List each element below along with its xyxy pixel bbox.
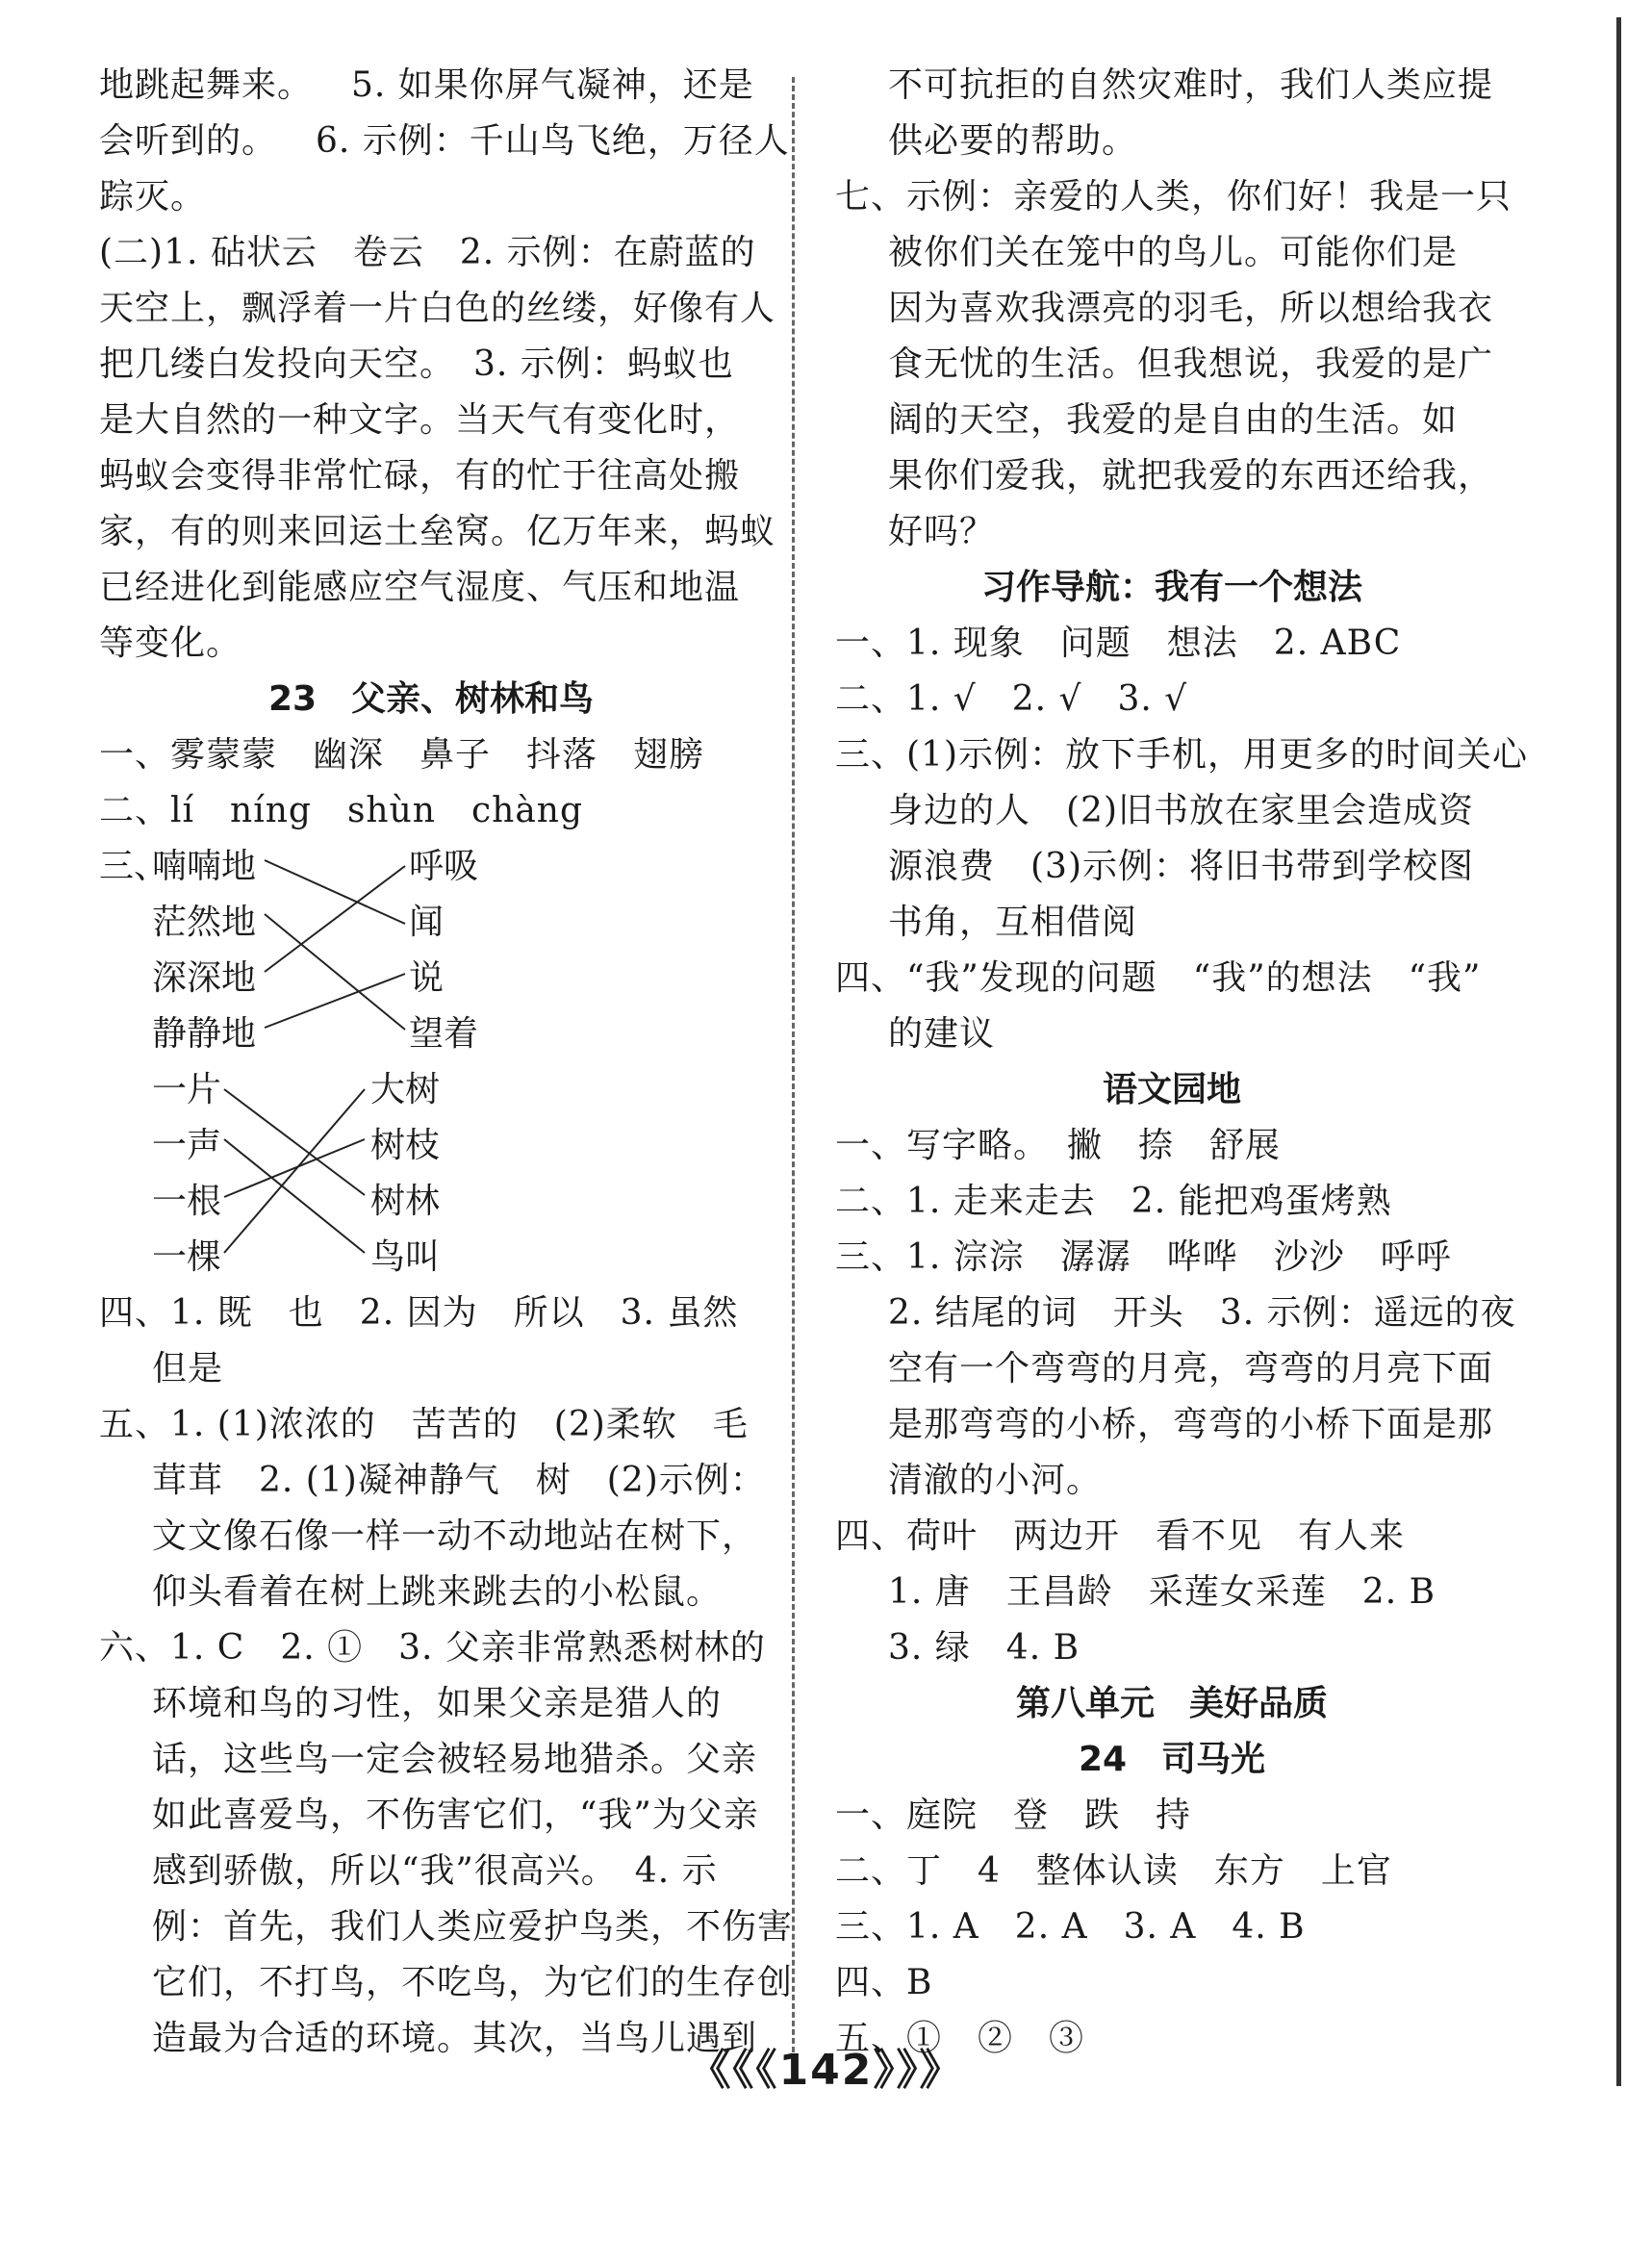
match-line — [224, 1089, 365, 1253]
match-left-item: 茫然地 — [152, 903, 257, 942]
writing-guide-title: 习作导航：我有一个想法 — [980, 568, 1362, 607]
answer-line: 文文像石像一样一动不动地站在树下， — [152, 1516, 758, 1556]
answer-line: 3. 绿 4. B — [888, 1628, 1080, 1668]
answer-line: 2. 结尾的词 开头 3. 示例：遥远的夜 — [888, 1293, 1516, 1333]
answer-line: 食无忧的生活。但我想说，我爱的是广 — [888, 344, 1494, 384]
match-line — [265, 914, 405, 1030]
answer-line: 清澈的小河。 — [888, 1461, 1103, 1500]
answer-line: 供必要的帮助。 — [888, 121, 1138, 161]
answer-line: 五、1. (1)浓浓的 苦苦的 (2)柔软 毛 — [99, 1405, 749, 1444]
answer-line: 但是 — [152, 1349, 224, 1388]
answer-line: 感到骄傲，所以“我”很高兴。 4. 示 — [152, 1851, 718, 1891]
answer-line: 四、“我”发现的问题 “我”的想法 “我” — [835, 958, 1482, 998]
answer-line: 五、① ② ③ — [835, 2019, 1085, 2058]
lesson-24-title: 24 司马光 — [1078, 1740, 1266, 1779]
right-column — [835, 58, 1528, 2067]
match-lines-1 — [99, 839, 763, 1062]
match-left-item: 一根 — [152, 1182, 222, 1221]
match-right-item: 树枝 — [370, 1126, 441, 1165]
match-right-item: 闻 — [409, 903, 445, 942]
answer-line: 二、1. √ 2. √ 3. √ — [835, 679, 1188, 719]
match-right-item: 望着 — [409, 1014, 479, 1054]
answer-line: 被你们关在笼中的鸟儿。可能你们是 — [888, 233, 1459, 272]
answer-line: 等变化。 — [99, 624, 242, 663]
section-label: 三、 — [99, 847, 169, 886]
answer-line: 一、庭院 登 跌 持 — [835, 1796, 1192, 1835]
matching-exercise-2 — [99, 1062, 763, 1286]
page-number-value: 142 — [778, 2046, 874, 2095]
match-line — [265, 860, 405, 924]
answer-line: 阔的天空，我爱的是自由的生活。如 — [888, 400, 1459, 440]
left-column — [99, 58, 794, 2067]
match-left-item: 喃喃地 — [152, 847, 257, 886]
match-right-item: 大树 — [370, 1070, 441, 1109]
match-right-item: 呼吸 — [409, 847, 479, 886]
match-left-item: 一棵 — [152, 1237, 222, 1277]
answer-line: 书角，互相借阅 — [888, 903, 1138, 942]
page-number-decor-left: 《《《 — [688, 2046, 779, 2095]
answer-line: 果你们爱我，就把我爱的东西还给我， — [888, 456, 1494, 496]
answer-line: 它们，不打鸟，不吃鸟，为它们的生存创 — [152, 1963, 794, 2002]
answer-line: 例：首先，我们人类应爱护鸟类，不伤害 — [152, 1907, 794, 1947]
answer-line: 四、1. 既 也 2. 因为 所以 3. 虽然 — [99, 1293, 739, 1333]
column-divider — [792, 77, 795, 2078]
answer-line: 的建议 — [888, 1014, 996, 1054]
matching-exercise-1 — [99, 839, 763, 1062]
answer-line: 身边的人 (2)旧书放在家里会造成资 — [888, 791, 1474, 830]
answer-line: 如此喜爱鸟，不伤害它们，“我”为父亲 — [152, 1796, 759, 1835]
answer-line: 把几缕白发投向天空。 3. 示例：蚂蚁也 — [99, 344, 734, 384]
match-lines-2 — [99, 1062, 763, 1286]
match-right-item: 说 — [409, 958, 445, 998]
match-left-item: 一声 — [152, 1126, 222, 1165]
answer-line: 二、1. 走来走去 2. 能把鸡蛋烤熟 — [835, 1182, 1392, 1221]
match-right-item: 树林 — [370, 1182, 441, 1221]
answer-line: 好吗？ — [888, 512, 996, 551]
answer-line: 七、示例：亲爱的人类，你们好！我是一只 — [835, 177, 1512, 217]
match-left-item: 深深地 — [152, 958, 257, 998]
page-number-decor-right: 》》》 — [873, 2046, 964, 2095]
answer-line: 是那弯弯的小桥，弯弯的小桥下面是那 — [888, 1405, 1494, 1444]
answer-line: 会听到的。 6. 示例：千山鸟飞绝，万径人 — [99, 121, 790, 161]
language-garden-title: 语文园地 — [1102, 1070, 1241, 1109]
answer-line: 一、写字略。 撇 捺 舒展 — [835, 1126, 1282, 1165]
answer-line: 一、1. 现象 问题 想法 2. ABC — [835, 624, 1402, 663]
answer-line: (二)1. 砧状云 卷云 2. 示例：在蔚蓝的 — [99, 233, 756, 272]
match-left-item: 一片 — [152, 1070, 222, 1109]
match-line — [265, 974, 405, 1028]
pinyin-line: 二、lí níng shùn chàng — [99, 791, 584, 830]
match-line — [224, 1139, 365, 1253]
answer-line: 地跳起舞来。 5. 如果你屏气凝神，还是 — [99, 65, 754, 105]
answer-line: 源浪费 (3)示例：将旧书带到学校图 — [888, 847, 1474, 886]
answer-line: 不可抗拒的自然灾难时，我们人类应提 — [888, 65, 1494, 105]
answer-line: 四、B — [835, 1963, 933, 2002]
answer-line: 已经进化到能感应空气湿度、气压和地温 — [99, 568, 741, 607]
answer-line: 空有一个弯弯的月亮，弯弯的月亮下面 — [888, 1349, 1494, 1388]
match-line — [224, 1139, 365, 1197]
answer-line: 是大自然的一种文字。当天气有变化时， — [99, 400, 741, 440]
answer-line: 三、(1)示例：放下手机，用更多的时间关心 — [835, 735, 1528, 775]
answer-line: 踪灭。 — [99, 177, 207, 217]
answer-line: 六、1. C 2. ① 3. 父亲非常熟悉树林的 — [99, 1628, 766, 1668]
match-line — [224, 1089, 365, 1195]
answer-line: 三、1. 淙淙 潺潺 哗哗 沙沙 呼呼 — [835, 1237, 1452, 1277]
answer-line: 1. 唐 王昌龄 采莲女采莲 2. B — [888, 1572, 1436, 1612]
page-number — [0, 2035, 1652, 2097]
answer-line: 环境和鸟的习性，如果父亲是猎人的 — [152, 1684, 723, 1723]
page-edge-bar — [1616, 17, 1621, 2086]
answer-line: 话，这些鸟一定会被轻易地猎杀。父亲 — [152, 1740, 758, 1779]
unit-8-title: 第八单元 美好品质 — [1015, 1684, 1328, 1723]
lesson-23-title: 23 父亲、树林和鸟 — [267, 679, 595, 719]
answer-line: 家，有的则来回运土垒窝。亿万年来，蚂蚁 — [99, 512, 776, 551]
answer-line: 一、雾蒙蒙 幽深 鼻子 抖落 翅膀 — [99, 735, 705, 775]
answer-line: 因为喜欢我漂亮的羽毛，所以想给我衣 — [888, 289, 1494, 328]
answer-line: 造最为合适的环境。其次，当鸟儿遇到 — [152, 2019, 758, 2058]
match-line — [265, 866, 405, 972]
answer-line: 蚂蚁会变得非常忙碌，有的忙于往高处搬 — [99, 456, 741, 496]
answer-line: 天空上，飘浮着一片白色的丝缕，好像有人 — [99, 289, 776, 328]
answer-line: 三、1. A 2. A 3. A 4. B — [835, 1907, 1306, 1947]
match-right-item: 鸟叫 — [370, 1237, 441, 1277]
answer-line: 茸茸 2. (1)凝神静气 树 (2)示例： — [152, 1461, 766, 1500]
answer-line: 二、丁 4 整体认读 东方 上官 — [835, 1851, 1392, 1891]
answer-line: 仰头看着在树上跳来跳去的小松鼠。 — [152, 1572, 723, 1612]
answer-line: 四、荷叶 两边开 看不见 有人来 — [835, 1516, 1406, 1556]
match-left-item: 静静地 — [152, 1014, 257, 1054]
